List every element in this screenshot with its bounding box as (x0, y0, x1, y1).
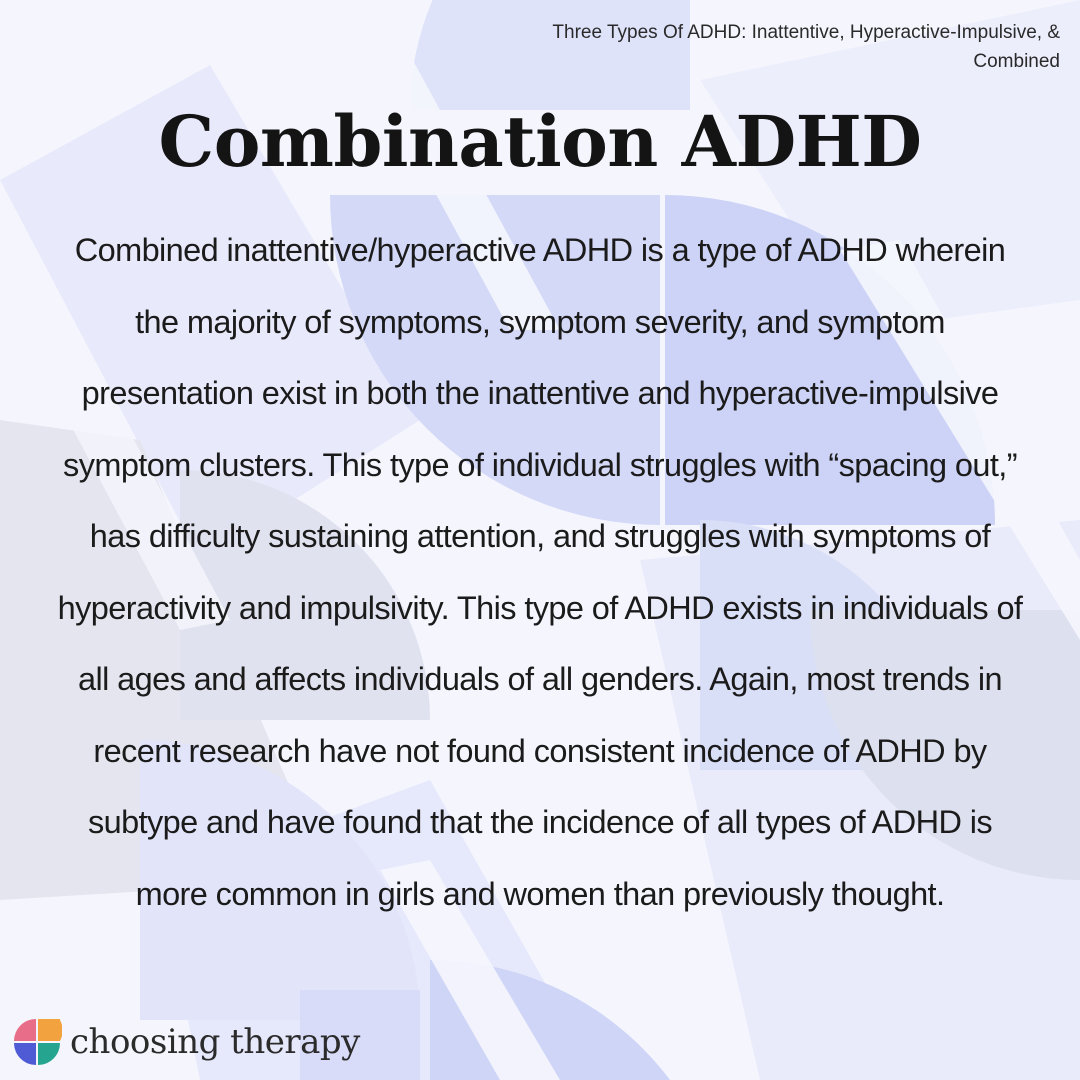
brand-name: choosing therapy (70, 1022, 360, 1062)
choosing-therapy-logo-icon (12, 1017, 62, 1067)
body-paragraph: Combined inattentive/hyperactive ADHD is a type of ADHD wherein the majority of symptoms, symptom severity, and symptom presentation exist in both the inattentive and hyperactive-impulsive symptom clusters. This type of individual struggles with “spacing out,” has difficulty sustaining attention, and struggles with symptoms of hyperactivity and impulsivity. This type of ADHD exists in individuals of all ages and affects individuals of all genders. Again, most trends in recent research have not found consistent incidence of ADHD by subtype and have found that the incidence of all types of ADHD is more common in girls and women than previously thought. (57, 232, 1023, 912)
series-caption: Three Types Of ADHD: Inattentive, Hyperactive-Impulsive, & Combined (552, 22, 1060, 72)
brand-logo (12, 1016, 360, 1068)
page-title: Combination ADHD (158, 100, 922, 183)
